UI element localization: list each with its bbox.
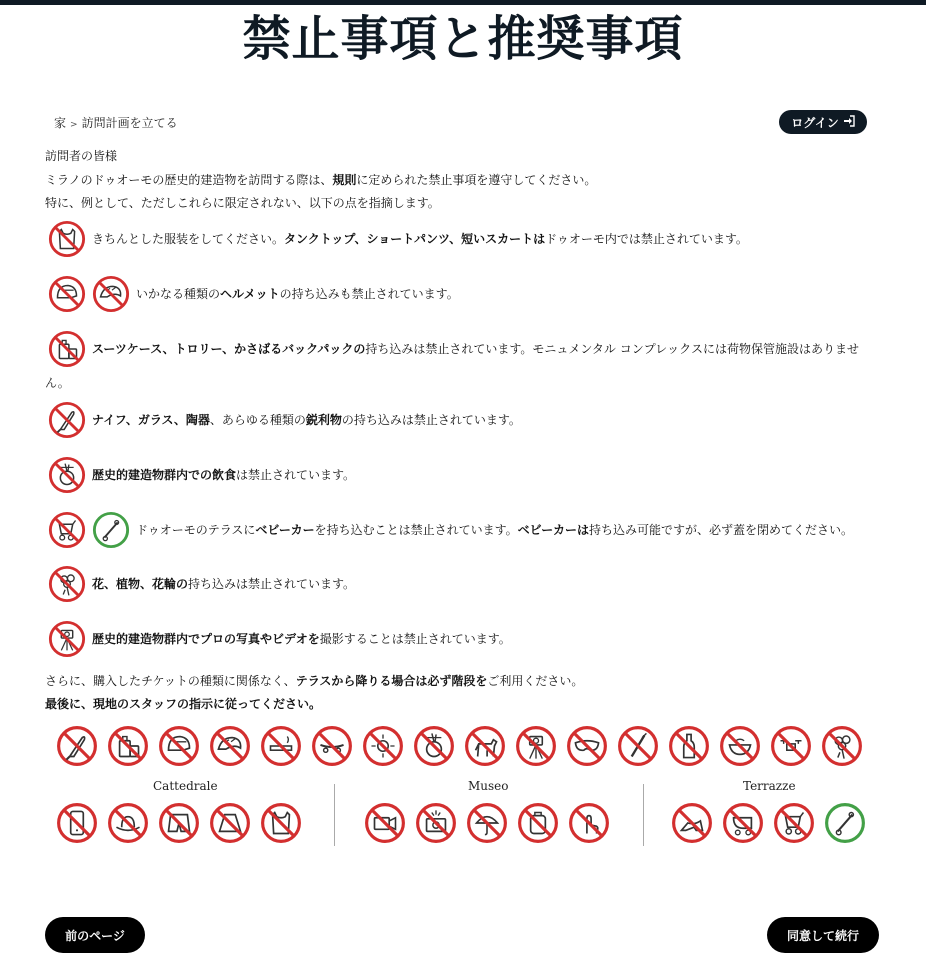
category-divider	[643, 784, 644, 846]
rule-text-bold: ベビーカーは	[517, 523, 589, 537]
category-label-terrazze: Terrazze	[743, 779, 796, 793]
rule-text-bold: ヘルメット	[220, 287, 280, 301]
no-bike-helmet-icon	[209, 725, 251, 767]
rule-text: 持ち込みは禁止されています。モニュメンタル コンプレックスには荷物保管施設はありませ	[365, 342, 860, 356]
no-shorts-icon	[158, 802, 200, 844]
pictogram-row-general	[56, 725, 872, 767]
no-drone-icon	[770, 725, 812, 767]
category-label-museo: Museo	[468, 779, 509, 793]
category-divider	[334, 784, 335, 846]
rules-link[interactable]: 規則	[332, 173, 357, 187]
intro-note: 特に、例として、ただしこれらに限定されない、以下の点を指摘します。	[45, 196, 440, 210]
rule-text-bold: 歴史的建造物群内でプロの写真やビデオを	[92, 632, 320, 646]
no-bike-helmet-icon	[92, 275, 130, 313]
rule-text: は禁止されています。	[236, 468, 356, 482]
intro-rules-line	[45, 171, 596, 188]
no-tripod-icon	[48, 620, 86, 658]
no-stroller-icon	[48, 511, 86, 549]
pictogram-row-museo	[364, 802, 619, 844]
rule-text-bold: ベビーカー	[255, 523, 315, 537]
no-sharp-object-icon	[617, 725, 659, 767]
rule-dress-code	[48, 220, 864, 258]
breadcrumb	[54, 114, 178, 131]
rule-text: を持ち込むことは禁止されています。	[314, 523, 518, 537]
outro-staff: 最後に、現地のスタッフの指示に従ってください。	[45, 697, 322, 711]
no-pram-icon	[722, 802, 764, 844]
rule-text: いかなる種類の	[136, 287, 221, 301]
intro-greeting: 訪問者の皆様	[45, 149, 118, 163]
no-touch-icon	[568, 802, 610, 844]
no-mask-icon	[566, 725, 608, 767]
rule-text: 持ち込みは禁止されています。	[188, 577, 356, 591]
breadcrumb-home[interactable]: 家	[54, 116, 67, 130]
folded-stroller-allowed-icon	[92, 511, 130, 549]
no-smoking-icon	[260, 725, 302, 767]
pictogram-row-cattedrale	[56, 802, 311, 844]
no-tank-top-icon	[48, 220, 86, 258]
no-skirt-icon	[209, 802, 251, 844]
no-flash-camera-icon	[415, 802, 457, 844]
rule-photography	[48, 620, 864, 658]
no-bowl-icon	[719, 725, 761, 767]
rule-text: 、あらゆる種類の	[209, 413, 306, 427]
no-knife-icon	[56, 725, 98, 767]
outro-stairs	[45, 672, 583, 689]
outro-text: さらに、購入したチケットの種類に関係なく、	[45, 674, 296, 688]
no-phone-icon	[56, 802, 98, 844]
no-food-icon	[48, 456, 86, 494]
no-helmet-icon	[158, 725, 200, 767]
rule-flowers	[48, 565, 864, 603]
login-label: ログイン	[791, 115, 839, 130]
no-flowers-icon	[821, 725, 863, 767]
outro-text-bold: テラスから降りる場合は必ず階段を	[295, 674, 488, 688]
rule-text: きちんとした服装をしてください。	[92, 232, 285, 246]
no-luggage-icon	[48, 330, 86, 368]
rule-food	[48, 456, 864, 494]
rule-text: の持ち込みは禁止されています。	[341, 413, 521, 427]
sign-in-icon	[843, 115, 855, 130]
rule-text-bold: 鋭利物	[305, 413, 342, 427]
no-knife-icon	[48, 401, 86, 439]
no-food-icon	[413, 725, 455, 767]
rule-luggage	[48, 330, 864, 368]
breadcrumb-current[interactable]: 訪問計画を立てる	[81, 116, 178, 130]
rule-strollers	[48, 511, 864, 549]
rule-text-bold: 歴史的建造物群内での飲食	[92, 468, 237, 482]
rule-luggage-wrap: ん。	[45, 376, 70, 390]
no-laser-icon	[362, 725, 404, 767]
no-dog-icon	[464, 725, 506, 767]
pictogram-row-terrazze	[671, 802, 875, 844]
page-title: 禁止事項と推奨事項	[242, 11, 684, 67]
no-skateboard-icon	[311, 725, 353, 767]
no-flowers-icon	[48, 565, 86, 603]
no-tank-top-icon	[260, 802, 302, 844]
no-backpack-icon	[517, 802, 559, 844]
intro-text: に定められた禁止事項を遵守してください。	[356, 173, 597, 187]
no-bottle-icon	[668, 725, 710, 767]
no-tripod-icon	[515, 725, 557, 767]
no-stroller-icon	[773, 802, 815, 844]
category-label-cattedrale: Cattedrale	[153, 779, 218, 793]
rule-sharp-objects	[48, 401, 864, 439]
login-button[interactable]	[779, 110, 867, 134]
folded-stroller-allowed-icon	[824, 802, 866, 844]
previous-page-button[interactable]: 前のページ	[45, 917, 145, 953]
rule-text: ドゥオーモ内では禁止されています。	[545, 232, 748, 246]
breadcrumb-separator: >	[70, 120, 78, 130]
rule-text-bold: スーツケース、トロリー、かさばるバックパックの	[92, 342, 366, 356]
rule-text-bold: タンクトップ、ショートパンツ、短いスカートは	[284, 232, 546, 246]
no-luggage-icon	[107, 725, 149, 767]
outro-text: ご利用ください。	[487, 674, 584, 688]
no-helmet-icon	[48, 275, 86, 313]
rule-text: 持ち込み可能ですが、必ず蓋を閉めてください。	[588, 523, 853, 537]
rule-helmets	[48, 275, 864, 313]
agree-continue-button[interactable]: 同意して続行	[767, 917, 879, 953]
no-umbrella-icon	[466, 802, 508, 844]
rule-text: ドゥオーモのテラスに	[136, 523, 256, 537]
no-video-camera-icon	[364, 802, 406, 844]
rule-text: の持ち込みも禁止されています。	[279, 287, 459, 301]
no-hat-icon	[107, 802, 149, 844]
intro-text: ミラノのドゥオーモの歴史的建造物を訪問する際は、	[45, 173, 333, 187]
no-high-heels-icon	[671, 802, 713, 844]
rule-text: 撮影することは禁止されています。	[319, 632, 511, 646]
top-bar	[0, 0, 926, 5]
rule-text-bold: 花、植物、花輪の	[92, 577, 189, 591]
rule-text-bold: ナイフ、ガラス、陶器	[92, 413, 210, 427]
